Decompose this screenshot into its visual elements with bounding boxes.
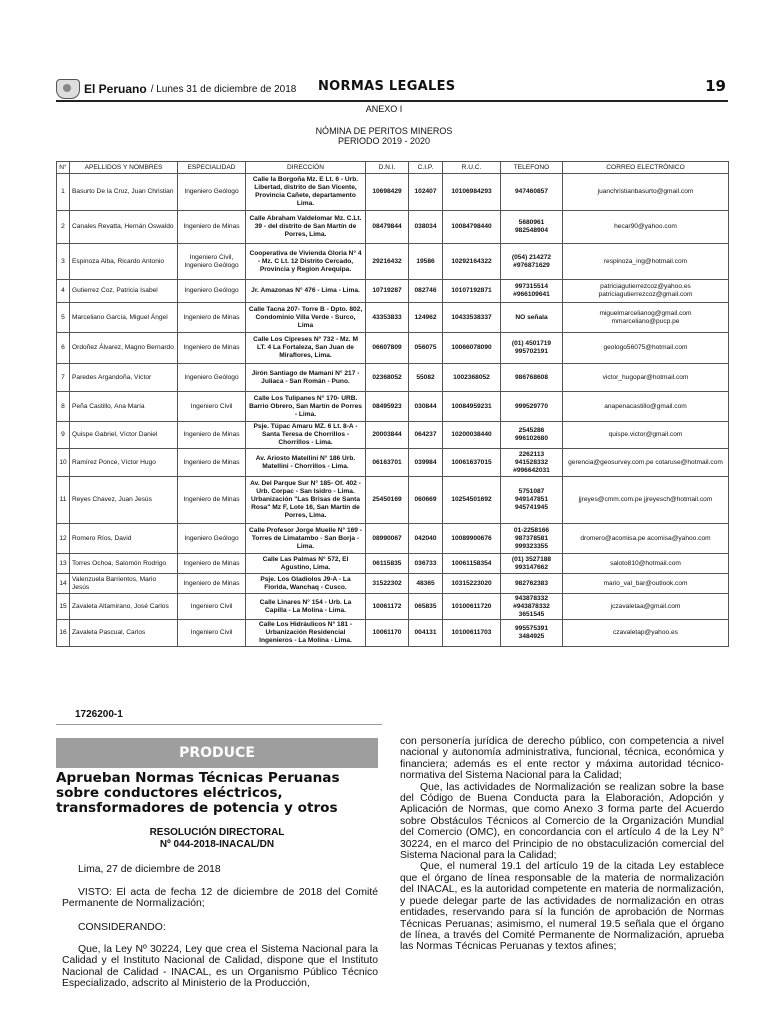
cell-tel: 995575391 3484925 (501, 620, 563, 647)
cell-ruc: 10433538337 (443, 303, 501, 333)
cell-spec: Ingeniero Civil (178, 392, 246, 422)
cell-dni: 10698429 (366, 174, 409, 211)
cell-email: miguelmarcelianog@gmail.com mmarceliano@pucp.pe (563, 303, 729, 333)
cell-n: 6 (57, 333, 70, 364)
cell-addr: Cooperativa de Vivienda Gloria N° 4 - Mz. C Lt. 12 Distrito Cercado, Provincia y Region Arequipa. (246, 244, 366, 280)
cell-cip: 48365 (409, 574, 443, 594)
cell-n: 4 (57, 280, 70, 303)
cell-tel: 2262113 941528332 #996642031 (501, 449, 563, 477)
issue-date: / Lunes 31 de diciembre de 2018 (150, 83, 297, 95)
page-number: 19 (705, 77, 726, 95)
cell-addr: Calle Tacna 207- Torre B - Dpto. 802, Condominio Villa Verde - Surco, Lima (246, 303, 366, 333)
cell-tel: (054) 214272 #976871629 (501, 244, 563, 280)
cell-name: Torres Ochoa, Salomón Rodrigo (70, 554, 178, 574)
col-header: DIRECCIÓN (246, 162, 366, 174)
cell-email: dromero@acomisa.pe acomisa@yahoo.com (563, 524, 729, 554)
cell-ruc: 10100611720 (443, 594, 501, 620)
cell-spec: Ingeniero de Minas (178, 422, 246, 449)
table-row (57, 303, 729, 333)
experts-table (56, 161, 729, 647)
cell-dni: 10719287 (366, 280, 409, 303)
right-paragraph: con personería jurídica de derecho público, con competencia a nivel nacional y autonomía administrativa, funcional, técnica, económica y financiera; además es el ente rector y máxima autoridad técnico-normativa del Sistema Nacional para la Calidad; (400, 736, 724, 782)
cell-tel: (01) 4501719 995702191 (501, 333, 563, 364)
table-row (57, 554, 729, 574)
cell-addr: Psje. Túpac Amaru MZ. 6 Lt. 8-A - Santa Teresa de Chorrillos - Chorrillos - Lima. (246, 422, 366, 449)
table-row (57, 280, 729, 303)
annex-title: ANEXO I (365, 104, 403, 114)
table-row (57, 620, 729, 647)
considerando-heading: CONSIDERANDO: (78, 922, 166, 933)
cell-tel: 982762383 (501, 574, 563, 594)
cell-spec: Ingeniero Civil (178, 620, 246, 647)
cell-n: 11 (57, 477, 70, 524)
cell-name: Espinoza Alba, Ricardo Antonio (70, 244, 178, 280)
cell-n: 3 (57, 244, 70, 280)
table-row (57, 574, 729, 594)
cell-spec: Ingeniero Civil, Ingeniero Geólogo (178, 244, 246, 280)
cell-dni: 25450169 (366, 477, 409, 524)
table-row (57, 422, 729, 449)
left-paragraph: Que, la Ley Nº 30224, Ley que crea el Sistema Nacional para la Calidad y el Instituto Nacional de Calidad, dispone que el Instituto Nacional de Calidad - INACAL, es un Organismo Público Técnico Especializado, adscrito al Ministerio de la Producción, (62, 944, 378, 990)
cell-n: 15 (57, 594, 70, 620)
cell-ruc: 10100611703 (443, 620, 501, 647)
cell-n: 13 (57, 554, 70, 574)
cell-email: victor_hugopar@hotmail.com (563, 364, 729, 392)
cell-addr: Calle Abraham Valdelomar Mz. C.Lt. 39 - del distrito de San Martín de Porres, Lima. (246, 211, 366, 244)
cell-spec: Ingeniero Geólogo (178, 174, 246, 211)
cell-spec: Ingeniero de Minas (178, 574, 246, 594)
cell-spec: Ingeniero Civil (178, 594, 246, 620)
cell-email: jjreyes@cmm.com.pe jjreyesch@hotmail.com (563, 477, 729, 524)
cell-name: Valenzuela Barrientos, Mario Jesús (70, 574, 178, 594)
cell-cip: 124962 (409, 303, 443, 333)
cell-dni: 08479844 (366, 211, 409, 244)
cell-addr: Calle Las Palmas N° 572, El Agustino, Lima. (246, 554, 366, 574)
right-paragraph: Que, las actividades de Normalización se realizan sobre la base del Código de Buena Conducta para la Elaboración, Adopción y Aplicación de Normas, que como Anexo 3 forma parte del Acuerdo sobre Obstáculos Técnicos al Comercio de la Organización Mundial del Comercio (OMC), en concordancia con el artículo 4 de la Ley N° 30224, en el marco del Principio de no obstaculización comercial del Sistema Nacional para la Calidad; (400, 781, 724, 862)
cell-addr: Calle Profesor Jorge Muelle N° 169 - Torres de Limatambo - San Borja - Lima. (246, 524, 366, 554)
cell-addr: Jirón Santiago de Mamani N° 217 - Juliaca - San Román - Puno. (246, 364, 366, 392)
cell-cip: 056075 (409, 333, 443, 364)
cell-dni: 10061170 (366, 620, 409, 647)
cell-tel: 5751087 949147851 945741945 (501, 477, 563, 524)
cell-cip: 039984 (409, 449, 443, 477)
cell-email: geologo56075@hotmail.com (563, 333, 729, 364)
cell-name: Quispe Gabriel, Víctor Daniel (70, 422, 178, 449)
cell-ruc: 10061637015 (443, 449, 501, 477)
cell-ruc: 10089900676 (443, 524, 501, 554)
visto-paragraph: VISTO: El acta de fecha 12 de diciembre de 2018 del Comité Permanente de Normalización; (62, 887, 378, 910)
cell-addr: Calle Los Cipreses N° 732 - Mz. M LT. 4 La Fortaleza, San Juan de Miraflores, Lima. (246, 333, 366, 364)
cell-dni: 43353833 (366, 303, 409, 333)
cell-n: 2 (57, 211, 70, 244)
cell-dni: 08495923 (366, 392, 409, 422)
table-row (57, 524, 729, 554)
cell-name: Ordoñez Álvarez, Magno Bernardo (70, 333, 178, 364)
cell-name: Marceliano García, Miguel Ángel (70, 303, 178, 333)
cell-ruc: 10254501692 (443, 477, 501, 524)
cell-addr: Av. Ariosto Matellini N° 186 Urb. Matellini - Chorrillos - Lima. (246, 449, 366, 477)
cell-ruc: 10315223020 (443, 574, 501, 594)
col-header: ESPECIALIDAD (178, 162, 246, 174)
table-row (57, 174, 729, 211)
col-header: CORREO ELECTRÓNICO (563, 162, 729, 174)
cell-n: 9 (57, 422, 70, 449)
col-header: D.N.I. (366, 162, 409, 174)
cell-cip: 064237 (409, 422, 443, 449)
col-header: N° (57, 162, 70, 174)
cell-addr: Av. Del Parque Sur N° 185- Of. 402 - Urb. Corpac - San Isidro - Lima. Urbanización "Las Brisas de Santa Rosa" Mz F, Lote 16, San Martín de Porres, Lima. (246, 477, 366, 524)
newspaper-name: El Peruano (84, 82, 147, 96)
cell-cip: 004131 (409, 620, 443, 647)
cell-n: 10 (57, 449, 70, 477)
cell-ruc: 10084798440 (443, 211, 501, 244)
cell-addr: Calle Los Tulipanes N° 170- URB. Barrio Obrero, San Martín de Porres - Lima. (246, 392, 366, 422)
cell-spec: Ingeniero de Minas (178, 477, 246, 524)
cell-email: quispe.victor@gmail.com (563, 422, 729, 449)
cell-name: Gutierrez Coz, Patricia Isabel (70, 280, 178, 303)
table-row (57, 594, 729, 620)
cell-addr: Calle Los Hidráulicos N° 181 - Urbanización Residencial Ingenieros - La Molina - Lima. (246, 620, 366, 647)
cell-email: patriciagutierrezcoz@yahoo.es patriciagutierrezcoz@gmail.com (563, 280, 729, 303)
cell-n: 7 (57, 364, 70, 392)
cell-ruc: 10107192871 (443, 280, 501, 303)
cell-spec: Ingeniero de Minas (178, 333, 246, 364)
cell-dni: 20003844 (366, 422, 409, 449)
cell-ruc: 1002368052 (443, 364, 501, 392)
cell-name: Ramírez Ponce, Víctor Hugo (70, 449, 178, 477)
cell-dni: 10061172 (366, 594, 409, 620)
cell-name: Basurto De la Cruz, Juan Christian (70, 174, 178, 211)
article-date: Lima, 27 de diciembre de 2018 (78, 864, 221, 875)
table-row (57, 364, 729, 392)
cell-tel: 943878332 #943878332 3651545 (501, 594, 563, 620)
col-header: APELLIDOS Y NOMBRES (70, 162, 178, 174)
cell-spec: Ingeniero Geólogo (178, 524, 246, 554)
cell-email: juanchristianbasurto@gmail.com (563, 174, 729, 211)
cell-addr: Jr. Amazonas N° 476 - Lima - Lima. (246, 280, 366, 303)
resolution-number: Nº 044-2018-INACAL/DN (159, 839, 275, 850)
cell-dni: 06115835 (366, 554, 409, 574)
right-paragraph: Que, el numeral 19.1 del artículo 19 de la citada Ley establece que el órgano de línea responsable de la materia de normalización del INACAL, es la autoridad competente en materia de normalización, y puede delegar parte de las actividades de normalización en otras entidades, reservando para sí la función de aprobación de Normas Técnicas Peruanas; asimismo, el numeral 19.5 señala que el órgano de línea, a través del Comité Permanente de Normalización, aprueba las Normas Técnicas Peruanas y textos afines; (400, 861, 724, 953)
cell-n: 14 (57, 574, 70, 594)
cell-ruc: 10061158354 (443, 554, 501, 574)
coat-of-arms-icon (56, 79, 80, 99)
cell-n: 12 (57, 524, 70, 554)
cell-email: czavaletap@yahoo.es (563, 620, 729, 647)
cell-dni: 31522302 (366, 574, 409, 594)
cell-n: 16 (57, 620, 70, 647)
annex-period: PERIODO 2019 - 2020 (337, 136, 431, 146)
cell-spec: Ingeniero de Minas (178, 554, 246, 574)
resolution-title: RESOLUCIÓN DIRECTORAL (149, 827, 285, 838)
section-banner: PRODUCE (56, 738, 378, 768)
cell-ruc: 10106984293 (443, 174, 501, 211)
cell-spec: Ingeniero de Minas (178, 211, 246, 244)
cell-dni: 02368052 (366, 364, 409, 392)
cell-name: Zavaleta Altamirano, José Carlos (70, 594, 178, 620)
cell-tel: 01-2258166 987378581 999323355 (501, 524, 563, 554)
table-row (57, 392, 729, 422)
cell-spec: Ingeniero Geólogo (178, 364, 246, 392)
publication-code: 1726200-1 (75, 709, 123, 720)
cell-name: Paredes Argandoña, Víctor (70, 364, 178, 392)
cell-name: Romero Ríos, David (70, 524, 178, 554)
cell-tel: 999529770 (501, 392, 563, 422)
annex-subtitle: NÓMINA DE PERITOS MINEROS (315, 126, 453, 136)
cell-cip: 55082 (409, 364, 443, 392)
header-rule (56, 100, 728, 102)
section-title: NORMAS LEGALES (318, 79, 456, 94)
cell-cip: 102407 (409, 174, 443, 211)
cell-spec: Ingeniero de Minas (178, 449, 246, 477)
cell-cip: 036733 (409, 554, 443, 574)
table-row (57, 333, 729, 364)
table-header-row (57, 162, 729, 174)
cell-addr: Calle la Borgoña Mz. E Lt. 6 - Urb. Libertad, distrito de San Vicente, Provincia Cañete, departamento Lima. (246, 174, 366, 211)
cell-tel: 947460857 (501, 174, 563, 211)
cell-tel: (01) 3527188 993147662 (501, 554, 563, 574)
cell-tel: 5680961 982548904 (501, 211, 563, 244)
cell-email: saloto810@hotmail.com (563, 554, 729, 574)
cell-email: respinoza_ing@hotmail.com (563, 244, 729, 280)
cell-spec: Ingeniero de Minas (178, 303, 246, 333)
col-header: R.U.C. (443, 162, 501, 174)
cell-ruc: 10292164322 (443, 244, 501, 280)
cell-ruc: 10084959231 (443, 392, 501, 422)
cell-cip: 060669 (409, 477, 443, 524)
cell-cip: 065835 (409, 594, 443, 620)
table-row (57, 211, 729, 244)
cell-email: anapenacastillo@gmail.com (563, 392, 729, 422)
col-header: C.I.P. (409, 162, 443, 174)
cell-name: Peña Castillo, Ana María (70, 392, 178, 422)
cell-dni: 06607809 (366, 333, 409, 364)
cell-email: hecar90@yahoo.com (563, 211, 729, 244)
cell-n: 8 (57, 392, 70, 422)
cell-ruc: 10200038440 (443, 422, 501, 449)
cell-name: Reyes Chavez, Juan Jesús (70, 477, 178, 524)
article-headline: Aprueban Normas Técnicas Peruanas sobre conductores eléctricos, transformadores de potencia y otros (56, 770, 340, 816)
cell-n: 1 (57, 174, 70, 211)
cell-ruc: 10066078090 (443, 333, 501, 364)
table-row (57, 449, 729, 477)
cell-addr: Psje. Los Gladiolos J9-A - La Florida, Wanchaq - Cusco. (246, 574, 366, 594)
cell-tel: NO señala (501, 303, 563, 333)
cell-cip: 038034 (409, 211, 443, 244)
cell-email: gerencia@geosurvey.com.pe cotaruse@hotmail.com (563, 449, 729, 477)
cell-tel: 2545286 996102680 (501, 422, 563, 449)
cell-name: Canales Revatta, Hernán Oswaldo (70, 211, 178, 244)
cell-dni: 06163701 (366, 449, 409, 477)
table-row (57, 244, 729, 280)
cell-name: Zavaleta Pascual, Carlos (70, 620, 178, 647)
cell-spec: Ingeniero Geólogo (178, 280, 246, 303)
col-header: TELEFONO (501, 162, 563, 174)
cell-dni: 08990067 (366, 524, 409, 554)
cell-dni: 29216432 (366, 244, 409, 280)
right-column (400, 736, 724, 953)
cell-tel: 986768608 (501, 364, 563, 392)
cell-tel: 997315514 #966109641 (501, 280, 563, 303)
cell-cip: 030844 (409, 392, 443, 422)
cell-cip: 082746 (409, 280, 443, 303)
cell-n: 5 (57, 303, 70, 333)
cell-email: mario_val_bar@outlook.com (563, 574, 729, 594)
cell-cip: 19586 (409, 244, 443, 280)
divider (56, 724, 382, 725)
cell-cip: 042040 (409, 524, 443, 554)
cell-email: jczavaletaa@gmail.com (563, 594, 729, 620)
cell-addr: Calle Linares N° 154 - Urb. La Capilla - La Molina - Lima. (246, 594, 366, 620)
table-row (57, 477, 729, 524)
